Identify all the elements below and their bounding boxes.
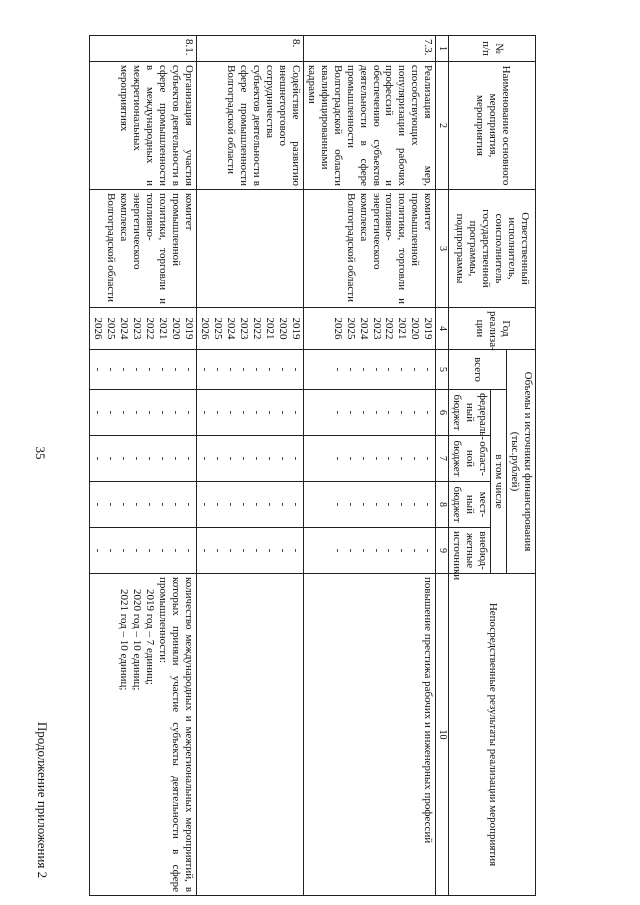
rotated-sheet (92, 35, 536, 895)
amount-value: - (92, 502, 105, 507)
amount-value: - (357, 502, 370, 507)
header-name: Наименование основного мероприятия, мероприятия (449, 62, 536, 190)
result-line: количество международных и межрегиональных мероприятий, в которых приняли участие субъекты деятельности в сфере промышленности: (157, 577, 195, 893)
row-amount (303, 390, 436, 436)
amount-value: - (396, 456, 409, 461)
year-value: 2026 (92, 317, 105, 340)
amount-value: - (182, 456, 195, 461)
amount-value: - (237, 548, 250, 553)
amount-value: - (370, 410, 383, 415)
amount-value: - (344, 548, 357, 553)
header-financing: Объемы и источники финансирования (тыс.рублей) (507, 350, 536, 574)
year-value: 2022 (144, 317, 157, 340)
row-result (90, 574, 197, 896)
year-value: 2025 (105, 317, 118, 340)
amount-value: - (237, 367, 250, 372)
amount-value: - (289, 548, 302, 553)
amount-value: - (157, 410, 170, 415)
amount-value: - (276, 367, 289, 372)
amount-value: - (237, 410, 250, 415)
amount-value: - (370, 548, 383, 553)
col-number: 5 (436, 350, 449, 390)
year-value: 2025 (211, 317, 224, 340)
amount-value: - (344, 456, 357, 461)
row-amount (90, 350, 197, 390)
amount-value: - (263, 410, 276, 415)
amount-value: - (198, 367, 211, 372)
amount-value: - (131, 367, 144, 372)
amount-value: - (250, 548, 263, 553)
year-value: 2022 (250, 317, 263, 340)
amount-value: - (92, 456, 105, 461)
amount-value: - (357, 548, 370, 553)
amount-value: - (105, 548, 118, 553)
amount-value: - (409, 456, 422, 461)
year-value: 2024 (357, 317, 370, 340)
amount-value: - (370, 502, 383, 507)
year-value: 2025 (344, 317, 357, 340)
amount-value: - (92, 548, 105, 553)
year-value: 2020 (409, 317, 422, 340)
amount-value: - (157, 367, 170, 372)
amount-value: - (224, 456, 237, 461)
amount-value: - (157, 456, 170, 461)
amount-value: - (422, 367, 435, 372)
amount-value: - (198, 502, 211, 507)
amount-value: - (276, 410, 289, 415)
amount-value: - (105, 456, 118, 461)
amount-value: - (276, 502, 289, 507)
amount-value: - (211, 456, 224, 461)
row-amount (90, 390, 197, 436)
amount-value: - (237, 456, 250, 461)
amount-value: - (224, 367, 237, 372)
amount-value: - (344, 502, 357, 507)
amount-value: - (131, 456, 144, 461)
amount-value: - (169, 367, 182, 372)
amount-value: - (224, 410, 237, 415)
amount-value: - (263, 502, 276, 507)
amount-value: - (105, 410, 118, 415)
result-line: 2020 год – 10 единиц; (131, 589, 144, 691)
row-executor (196, 190, 303, 308)
year-value: 2020 (169, 317, 182, 340)
amount-value: - (198, 410, 211, 415)
amount-value: - (422, 456, 435, 461)
amount-value: - (131, 410, 144, 415)
amount-value: - (182, 410, 195, 415)
header-executor: Ответственный исполнитель, соисполнитель государственной программы, подпрограммы (449, 190, 536, 308)
year-value: 2019 (422, 317, 435, 340)
amount-value: - (105, 367, 118, 372)
year-value: 2026 (198, 317, 211, 340)
amount-value: - (118, 502, 131, 507)
page-number: 35 (33, 446, 48, 460)
row-number: 8. (196, 36, 303, 62)
row-executor: комитет промышленной политики, торговли и топливно-энергетического комплекса Волгоградской области (90, 190, 197, 308)
amount-value: - (118, 410, 131, 415)
amount-value: - (144, 456, 157, 461)
amount-value: - (396, 367, 409, 372)
amount-value: - (144, 367, 157, 372)
header-local: мест-ный бюджет (449, 482, 491, 528)
table-row (196, 36, 303, 896)
row-name: Реализация мер, способствующих популяризации рабочих профессий и обеспечению субъектов деятельности в сфере промышленности Волгоградской области квалифицированными кадрами (303, 62, 436, 190)
amount-value: - (331, 410, 344, 415)
col-number: 1 (436, 36, 449, 62)
year-value: 2024 (118, 317, 131, 340)
amount-value: - (157, 548, 170, 553)
amount-value: - (169, 502, 182, 507)
amount-value: - (250, 502, 263, 507)
col-number: 4 (436, 308, 449, 350)
header-regional: област-ной бюджет (449, 436, 491, 482)
amount-value: - (289, 502, 302, 507)
header-num: № п/п (449, 36, 536, 62)
year-value: 2019 (182, 317, 195, 340)
amount-value: - (344, 410, 357, 415)
amount-value: - (182, 367, 195, 372)
amount-value: - (383, 502, 396, 507)
row-amount (196, 350, 303, 390)
amount-value: - (224, 502, 237, 507)
amount-value: - (92, 410, 105, 415)
amount-value: - (409, 367, 422, 372)
amount-value: - (250, 456, 263, 461)
amount-value: - (357, 410, 370, 415)
header-federal: федераль-ный бюджет (449, 390, 491, 436)
amount-value: - (331, 548, 344, 553)
row-years (90, 308, 197, 350)
amount-value: - (211, 367, 224, 372)
row-amount (90, 436, 197, 482)
amount-value: - (396, 548, 409, 553)
amount-value: - (344, 367, 357, 372)
header-total: всего (449, 350, 507, 390)
row-amount (196, 482, 303, 528)
row-amount (90, 482, 197, 528)
row-result (196, 574, 303, 896)
amount-value: - (409, 548, 422, 553)
amount-value: - (263, 367, 276, 372)
amount-value: - (357, 456, 370, 461)
row-number: 7.3. (303, 36, 436, 62)
amount-value: - (131, 548, 144, 553)
amount-value: - (331, 502, 344, 507)
amount-value: - (370, 456, 383, 461)
amount-value: - (422, 410, 435, 415)
amount-value: - (169, 410, 182, 415)
year-value: 2023 (237, 317, 250, 340)
row-amount (303, 482, 436, 528)
col-number: 10 (436, 574, 449, 896)
row-amount (90, 528, 197, 574)
amount-value: - (331, 367, 344, 372)
year-value: 2024 (224, 317, 237, 340)
amount-value: - (211, 548, 224, 553)
amount-value: - (105, 502, 118, 507)
header-year: Год реализа-ции (449, 308, 536, 350)
row-amount (196, 528, 303, 574)
col-number: 7 (436, 436, 449, 482)
col-number: 3 (436, 190, 449, 308)
amount-value: - (263, 456, 276, 461)
amount-value: - (237, 502, 250, 507)
row-executor: комитет промышленной политики, торговли и топливно-энергетического комплекса Волгоградской области (303, 190, 436, 308)
amount-value: - (383, 456, 396, 461)
year-value: 2023 (131, 317, 144, 340)
amount-value: - (182, 502, 195, 507)
amount-value: - (182, 548, 195, 553)
result-line: 2019 год – 7 единиц; (144, 589, 157, 685)
amount-value: - (422, 502, 435, 507)
row-amount (196, 390, 303, 436)
amount-value: - (144, 410, 157, 415)
year-value: 2019 (289, 317, 302, 340)
table-row (303, 36, 436, 896)
header-results: Непосредственные результаты реализации мероприятия (449, 574, 536, 896)
amount-value: - (289, 367, 302, 372)
header-extrabudget: внебюд-жетные источники (449, 528, 491, 574)
year-value: 2021 (396, 317, 409, 340)
amount-value: - (422, 548, 435, 553)
row-amount (303, 436, 436, 482)
amount-value: - (157, 502, 170, 507)
amount-value: - (118, 548, 131, 553)
row-name: Содействие развитию внешнеторгового сотрудничества субъектов деятельности в сфере промышленности Волгоградской области (196, 62, 303, 190)
amount-value: - (198, 548, 211, 553)
result-line: повышение престижа рабочих и инженерных профессий (422, 577, 435, 844)
amount-value: - (118, 456, 131, 461)
amount-value: - (250, 367, 263, 372)
row-number: 8.1. (90, 36, 197, 62)
amount-value: - (383, 367, 396, 372)
continuation-label: Продолжение приложения 2 (35, 721, 50, 879)
table-body (90, 36, 436, 896)
col-number: 9 (436, 528, 449, 574)
amount-value: - (169, 456, 182, 461)
amount-value: - (396, 410, 409, 415)
amount-value: - (383, 548, 396, 553)
row-years (303, 308, 436, 350)
amount-value: - (383, 410, 396, 415)
amount-value: - (198, 456, 211, 461)
table-header (436, 36, 536, 896)
year-value: 2022 (383, 317, 396, 340)
amount-value: - (409, 502, 422, 507)
amount-value: - (263, 548, 276, 553)
row-amount (303, 528, 436, 574)
year-value: 2021 (157, 317, 170, 340)
table-row (90, 36, 197, 896)
year-value: 2023 (370, 317, 383, 340)
amount-value: - (131, 502, 144, 507)
row-result (303, 574, 436, 896)
amount-value: - (169, 548, 182, 553)
row-name: Организация участия субъектов деятельности в сфере промышленности в международных и межрегиональных мероприятиях (90, 62, 197, 190)
amount-value: - (331, 456, 344, 461)
col-number: 8 (436, 482, 449, 528)
result-line: 2021 год – 10 единиц; (118, 589, 131, 691)
amount-value: - (92, 367, 105, 372)
amount-value: - (289, 456, 302, 461)
amount-value: - (276, 456, 289, 461)
program-table (89, 35, 536, 896)
col-number: 6 (436, 390, 449, 436)
amount-value: - (224, 548, 237, 553)
amount-value: - (370, 367, 383, 372)
row-years (196, 308, 303, 350)
amount-value: - (118, 367, 131, 372)
amount-value: - (357, 367, 370, 372)
year-value: 2021 (263, 317, 276, 340)
amount-value: - (276, 548, 289, 553)
col-number: 2 (436, 62, 449, 190)
row-amount (303, 350, 436, 390)
amount-value: - (409, 410, 422, 415)
header-including: в том числе (491, 390, 507, 574)
amount-value: - (396, 502, 409, 507)
amount-value: - (250, 410, 263, 415)
amount-value: - (211, 410, 224, 415)
year-value: 2026 (331, 317, 344, 340)
amount-value: - (211, 502, 224, 507)
amount-value: - (144, 548, 157, 553)
row-amount (196, 436, 303, 482)
amount-value: - (289, 410, 302, 415)
amount-value: - (144, 502, 157, 507)
year-value: 2020 (276, 317, 289, 340)
